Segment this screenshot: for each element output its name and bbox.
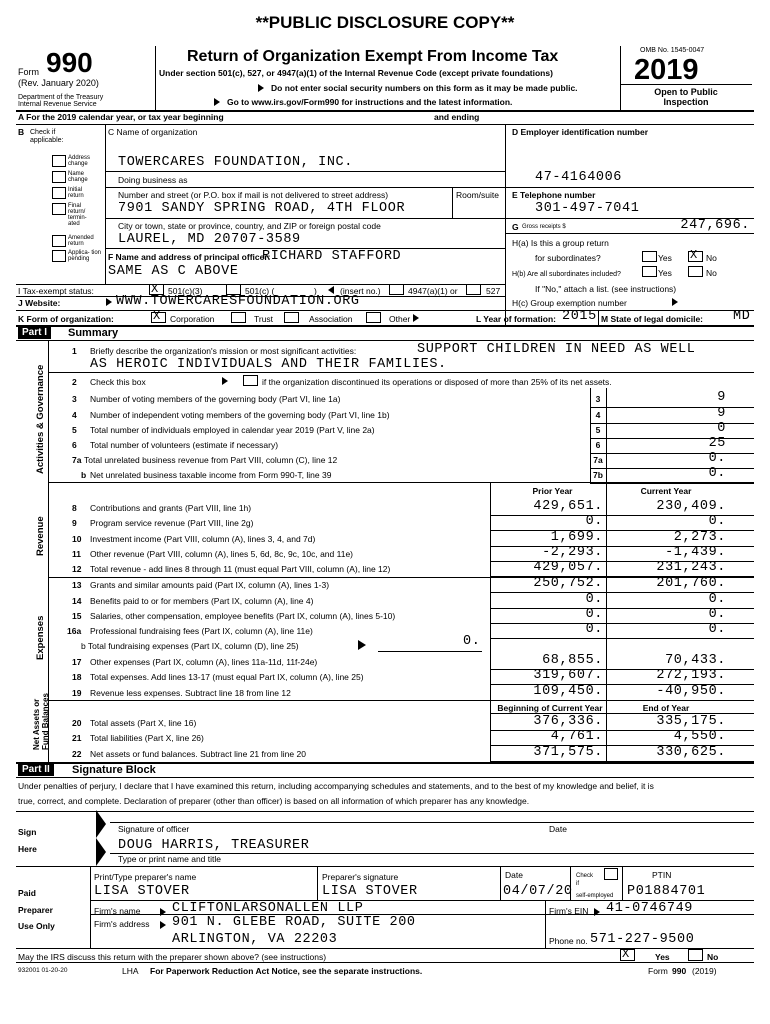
b-item-application-pending: Applica- tion pending: [68, 250, 102, 262]
initial-return-checkbox[interactable]: [52, 187, 66, 199]
g-gross-receipts-label: Gross receipts $: [522, 224, 566, 230]
form-revision: (Rev. January 2020): [18, 78, 99, 88]
part-ii-tag: Part II: [18, 764, 54, 776]
telephone-value: 301-497-7041: [535, 201, 640, 216]
revenue-line-num: 9: [72, 518, 77, 528]
net-assets-line-current: 4,550.: [673, 729, 726, 744]
revenue-line-current: 2,273.: [673, 530, 726, 545]
year-formation-value: 2015: [562, 309, 597, 324]
gov-line-num: 6: [72, 440, 77, 450]
revenue-line-text: Contributions and grants (Part VIII, line 1h): [90, 503, 252, 513]
principal-officer-address: SAME AS C ABOVE: [108, 264, 239, 279]
association-label: Association: [309, 314, 353, 324]
discontinued-checkbox[interactable]: [243, 375, 258, 386]
revenue-line-prior: 1,699.: [550, 530, 603, 545]
ha-no-x: X: [690, 248, 698, 262]
expense-line-current: 0.: [708, 607, 726, 622]
expense-line-num: 13: [72, 580, 82, 590]
open-to-public: Open to Public: [654, 87, 718, 97]
insert-no: (insert no.): [340, 286, 381, 296]
revenue-line-current: 230,409.: [656, 499, 726, 514]
d-ein-label: D Employer identification number: [512, 127, 649, 137]
gov-line-num: b: [81, 470, 87, 480]
side-net-assets-1: Net Assets or: [32, 698, 41, 750]
inspection-label: Inspection: [663, 97, 709, 107]
expense-line-text: Salaries, other compensation, employee benefits (Part IX, column (A), lines 5-10): [90, 611, 396, 621]
expense-line-num: 16a: [67, 626, 82, 636]
line-1-text: Briefly describe the organization's mission or most significant activities:: [90, 346, 357, 356]
expense-line-num: 19: [72, 688, 82, 698]
type-name-label: Type or print name and title: [118, 854, 222, 864]
b-item-amended-return: Amended return: [68, 235, 94, 247]
firm-address-2: ARLINGTON, VA 22203: [172, 932, 338, 947]
form-code: 932001 01-20-20: [18, 967, 68, 974]
revenue-line-prior: 429,057.: [533, 560, 603, 575]
pra-notice: For Paperwork Reduction Act Notice, see the separate instructions.: [150, 966, 423, 976]
hb-yes-checkbox[interactable]: [642, 266, 657, 277]
gov-line-box: 5: [595, 425, 601, 435]
revenue-line-text: Program service revenue (Part VIII, line 2g): [90, 518, 254, 528]
discuss-no-label: No: [707, 952, 719, 962]
phone-label: Phone no.: [549, 936, 588, 946]
line-16b-value: 0.: [463, 634, 481, 649]
net-assets-line-current: 335,175.: [656, 714, 726, 729]
hb-no-label: No: [706, 268, 717, 278]
application-pending-checkbox[interactable]: [52, 250, 66, 262]
revenue-line-num: 8: [72, 503, 77, 513]
discuss-no-checkbox[interactable]: [688, 949, 703, 961]
expense-line-current: 0.: [708, 622, 726, 637]
firm-address-1: 901 N. GLEBE ROAD, SUITE 200: [172, 915, 416, 930]
m-state-label: M State of legal domicile:: [601, 314, 704, 324]
other-checkbox[interactable]: [366, 312, 381, 323]
ptin-value: P01884701: [627, 884, 706, 899]
other-label: Other: [389, 314, 411, 324]
name-change-checkbox[interactable]: [52, 171, 66, 183]
firm-ein: 41-0746749: [606, 901, 694, 916]
expense-line-num: 15: [72, 611, 82, 621]
public-disclosure-banner: **PUBLIC DISCLOSURE COPY**: [255, 13, 515, 32]
col-current-year: Current Year: [640, 486, 692, 496]
expense-line-prior: 0.: [585, 592, 603, 607]
preparer-label: Preparer: [18, 905, 53, 915]
footer-form-year: (2019): [692, 966, 717, 976]
gov-line-box: 4: [595, 410, 601, 420]
gov-line-value: 25: [708, 436, 726, 451]
perjury-line-1: Under penalties of perjury, I declare that I have examined this return, including accompanying schedules and statements, and to the best of my knowledge and belief, it is: [18, 781, 654, 791]
signature-officer-label[interactable]: Signature of officer: [118, 824, 190, 834]
net-assets-line-current: 330,625.: [656, 745, 726, 760]
expense-line-prior: 0.: [585, 622, 603, 637]
b-check-if: Check if: [30, 129, 56, 136]
col-beginning: Beginning of Current Year: [497, 703, 603, 713]
revenue-line-num: 10: [72, 534, 82, 544]
expense-line-num: 18: [72, 672, 82, 682]
expense-line-text: Professional fundraising fees (Part IX, column (A), line 11e): [90, 626, 313, 636]
l-year-label: L Year of formation:: [476, 314, 556, 324]
revenue-line-current: -1,439.: [665, 545, 726, 560]
gov-line-value: 9: [717, 390, 726, 405]
expense-line-current: 272,193.: [656, 668, 726, 683]
omb-number: OMB No. 1545-0047: [640, 47, 705, 54]
mission-line-2: AS HEROIC INDIVIDUALS AND THEIR FAMILIES.: [90, 357, 447, 372]
officer-date-label: Date: [549, 824, 567, 834]
revenue-line-text: Total revenue - add lines 8 through 11 (must equal Part VIII, column (A), line 12): [90, 564, 391, 574]
firm-name-label: Firm's name: [94, 906, 141, 916]
4947-label: 4947(a)(1) or: [408, 286, 458, 296]
tax-year: 2019: [634, 54, 699, 86]
footer-form-word: Form: [648, 966, 668, 976]
website-value[interactable]: WWW.TOWERCARESFOUNDATION.ORG: [116, 294, 360, 309]
col-prior-year: Prior Year: [532, 486, 573, 496]
street-address: 7901 SANDY SPRING ROAD, 4TH FLOOR: [118, 201, 406, 216]
b-item-final-return: Final return/ termin- ated: [68, 203, 87, 227]
net-assets-line-text: Total liabilities (Part X, line 26): [90, 733, 204, 743]
expense-line-text: Total expenses. Add lines 13-17 (must equal Part IX, column (A), line 25): [90, 672, 364, 682]
sign-arrow-icon-2: [96, 838, 106, 866]
expense-line-text: Benefits paid to or for members (Part IX, column (A), line 4): [90, 596, 314, 606]
revenue-line-text: Investment income (Part VIII, column (A), lines 3, 4, and 7d): [90, 534, 316, 544]
line-2-text-1: Check this box: [90, 377, 146, 387]
discuss-yes-label: Yes: [655, 952, 670, 962]
ssn-warning: Do not enter social security numbers on this form as it may be made public.: [271, 83, 578, 93]
gov-line-value: 0.: [708, 466, 726, 481]
line-a-and-ending: and ending: [434, 112, 480, 122]
org-name: TOWERCARES FOUNDATION, INC.: [118, 155, 353, 170]
revenue-line-current: 0.: [708, 514, 726, 529]
use-only-label: Use Only: [18, 921, 55, 931]
501c3-x: X: [151, 282, 159, 296]
b-item-address-change: Address change: [68, 155, 91, 167]
state-domicile-value: MD: [733, 309, 751, 324]
hb-label: H(b) Are all subordinates included?: [512, 271, 621, 278]
k-form-org-label: K Form of organization:: [18, 314, 114, 324]
gov-line-text: Number of voting members of the governing body (Part VI, line 1a): [90, 394, 341, 404]
preparer-sig-label: Preparer's signature: [322, 872, 399, 882]
address-change-checkbox[interactable]: [52, 155, 66, 167]
preparer-phone: 571-227-9500: [590, 932, 695, 947]
paid-label: Paid: [18, 888, 36, 898]
firm-address-label: Firm's address: [94, 919, 150, 929]
if-label: if: [576, 881, 579, 887]
expense-line-prior: 250,752.: [533, 576, 603, 591]
trust-checkbox[interactable]: [231, 312, 246, 323]
line-16b-text: b Total fundraising expenses (Part IX, column (D), line 25): [81, 641, 299, 651]
form-subtitle: Under section 501(c), 527, or 4947(a)(1) of the Internal Revenue Code (except private foundations): [159, 68, 553, 78]
b-applicable: applicable:: [30, 137, 64, 144]
firm-name: CLIFTONLARSONALLEN LLP: [172, 901, 364, 916]
officer-name-title: DOUG HARRIS, TREASURER: [118, 838, 310, 853]
revenue-line-num: 11: [72, 549, 81, 559]
expense-line-current: 70,433.: [665, 653, 726, 668]
b-item-initial-return: Initial return: [68, 187, 84, 199]
501c3-label: 501(c)(3): [168, 286, 203, 296]
final-return-checkbox[interactable]: [52, 203, 66, 215]
ein-value: 47-4164006: [535, 170, 623, 185]
expense-line-current: 0.: [708, 592, 726, 607]
j-website-label: J Website:: [18, 298, 61, 308]
expense-line-num: 17: [72, 657, 82, 667]
irs-name: Internal Revenue Service: [18, 101, 97, 108]
expense-line-current: -40,950.: [656, 684, 726, 699]
expense-line-prior: 0.: [585, 607, 603, 622]
part-i-tag: Part I: [18, 327, 51, 339]
ptin-label: PTIN: [652, 870, 672, 880]
principal-officer-name: RICHARD STAFFORD: [262, 249, 402, 264]
gov-line-num: 5: [72, 425, 77, 435]
part-i-title: Summary: [68, 327, 119, 339]
dept-treasury: Department of the Treasury: [18, 94, 104, 101]
ha-label2: for subordinates?: [535, 253, 601, 263]
e-phone-label: E Telephone number: [512, 190, 596, 200]
city-label: City or town, state or province, country, and ZIP or foreign postal code: [118, 221, 381, 231]
expense-line-current: 201,760.: [656, 576, 726, 591]
revenue-line-current: 231,243.: [656, 560, 726, 575]
expense-line-num: 14: [72, 596, 82, 606]
gov-line-box: 3: [595, 394, 601, 404]
form-number: 990: [46, 47, 93, 78]
print-name-label: Print/Type preparer's name: [94, 872, 197, 882]
line-1-num: 1: [72, 346, 77, 356]
preparer-name: LISA STOVER: [94, 884, 190, 899]
check-label: Check: [576, 873, 594, 879]
ha-label: H(a) Is this a group return: [512, 238, 609, 248]
form-label: Form: [18, 67, 39, 77]
gov-line-text: Total unrelated business revenue from Part VIII, column (C), line 12: [84, 455, 338, 465]
prep-date-label: Date: [505, 870, 523, 880]
gov-line-value: 0: [717, 421, 726, 436]
form-title: Return of Organization Exempt From Income Tax: [187, 48, 559, 65]
room-suite-label: Room/suite: [456, 190, 499, 200]
gov-line-text: Number of independent voting members of the governing body (Part VI, line 1b): [90, 410, 390, 420]
hb-no-checkbox[interactable]: [688, 266, 703, 277]
expense-line-prior: 68,855.: [542, 653, 603, 668]
here-label: Here: [18, 844, 37, 854]
gov-line-num: 7a: [72, 455, 82, 465]
line-a-label: A For the 2019 calendar year, or tax year beginning: [18, 112, 224, 122]
net-assets-line-text: Total assets (Part X, line 16): [90, 718, 197, 728]
net-assets-line-num: 20: [72, 718, 82, 728]
trust-label: Trust: [254, 314, 274, 324]
city-state-zip: LAUREL, MD 20707-3589: [118, 232, 301, 247]
side-net-assets-2: Fund Balances: [41, 693, 50, 750]
corporation-x: X: [153, 309, 161, 323]
gov-line-text: Total number of volunteers (estimate if necessary): [90, 440, 279, 450]
sign-label: Sign: [18, 827, 37, 837]
perjury-line-2: true, correct, and complete. Declaration of preparer (other than officer) is based on all information of which preparer has any knowledge.: [18, 796, 530, 806]
net-assets-line-prior: 376,336.: [533, 714, 603, 729]
expense-line-text: Revenue less expenses. Subtract line 18 from line 12: [90, 688, 291, 698]
principal-officer-label: F Name and address of principal officer:: [108, 252, 271, 262]
line-2-text-2: if the organization discontinued its operations or disposed of more than 25% of its net assets.: [262, 377, 612, 387]
side-expenses: Expenses: [35, 615, 46, 660]
net-assets-line-prior: 371,575.: [533, 745, 603, 760]
expense-line-prior: 109,450.: [533, 684, 603, 699]
hb-yes-label: Yes: [658, 268, 672, 278]
expense-line-prior: 319,607.: [533, 668, 603, 683]
g-label: G: [512, 222, 519, 232]
ha-yes-label: Yes: [658, 253, 672, 263]
col-end-of-year: End of Year: [642, 703, 690, 713]
revenue-line-prior: -2,293.: [542, 545, 603, 560]
amended-return-checkbox[interactable]: [52, 235, 66, 247]
501c-close: ): [314, 286, 317, 296]
discuss-yes-x: X: [622, 947, 630, 961]
b-label: B: [18, 127, 25, 137]
expense-line-text: Other expenses (Part IX, column (A), lines 11a-11d, 11f-24e): [90, 657, 318, 667]
lha-label: LHA: [122, 966, 139, 976]
ha-yes-checkbox[interactable]: [642, 251, 657, 262]
4947-checkbox[interactable]: [389, 284, 404, 295]
527-label: 527: [486, 286, 501, 296]
revenue-line-prior: 0.: [585, 514, 603, 529]
side-activities-governance: Activities & Governance: [35, 364, 46, 474]
footer-form-number: 990: [672, 966, 687, 976]
gov-line-text: Total number of individuals employed in calendar year 2019 (Part V, line 2a): [90, 425, 375, 435]
gov-line-box: 6: [595, 440, 601, 450]
sign-arrow-icon: [96, 810, 106, 838]
association-checkbox[interactable]: [284, 312, 299, 323]
i-label: I Tax-exempt status:: [18, 286, 94, 296]
gov-line-box: 7a: [593, 455, 603, 465]
firm-ein-label: Firm's EIN: [549, 906, 589, 916]
gov-line-value: 9: [717, 406, 726, 421]
527-checkbox[interactable]: [466, 284, 481, 295]
side-revenue: Revenue: [35, 516, 46, 556]
gov-line-value: 0.: [708, 451, 726, 466]
mission-line-1: SUPPORT CHILDREN IN NEED AS WELL: [417, 342, 696, 357]
revenue-line-text: Other revenue (Part VIII, column (A), lines 5, 6d, 8c, 9c, 10c, and 11e): [90, 549, 353, 559]
part-ii-title: Signature Block: [72, 764, 156, 776]
instructions-link[interactable]: Go to www.irs.gov/Form990 for instructions and the latest information.: [227, 97, 513, 107]
b-item-name-change: Name change: [68, 171, 88, 183]
net-assets-line-num: 21: [72, 733, 82, 743]
self-employed-checkbox[interactable]: [604, 868, 618, 880]
ha-no-label: No: [706, 253, 717, 263]
gov-line-box: 7b: [593, 470, 603, 480]
gross-receipts-value: 247,696.: [680, 218, 750, 233]
net-assets-line-prior: 4,761.: [550, 729, 603, 744]
501c-label: 501(c) (: [245, 286, 275, 296]
gov-line-num: 4: [72, 410, 77, 420]
c-name-label: C Name of organization: [108, 127, 198, 137]
expense-line-text: Grants and similar amounts paid (Part IX, column (A), lines 1-3): [90, 580, 330, 590]
self-employed-label: self-employed: [576, 893, 614, 899]
revenue-line-prior: 429,651.: [533, 499, 603, 514]
line-2-num: 2: [72, 377, 77, 387]
dba-label: Doing business as: [118, 175, 188, 185]
street-label: Number and street (or P.O. box if mail is not delivered to street address): [118, 190, 389, 200]
hc-label: H(c) Group exemption number: [512, 298, 627, 308]
discuss-question: May the IRS discuss this return with the preparer shown above? (see instructions): [18, 952, 327, 962]
net-assets-line-num: 22: [72, 749, 82, 759]
gov-line-num: 3: [72, 394, 77, 404]
revenue-line-num: 12: [72, 564, 82, 574]
corporation-label: Corporation: [170, 314, 215, 324]
gov-line-text: Net unrelated business taxable income from Form 990-T, line 39: [90, 470, 332, 480]
preparer-signature: LISA STOVER: [322, 884, 418, 899]
hb-note: If "No," attach a list. (see instructions): [535, 284, 677, 294]
preparer-date: 04/07/20: [503, 884, 573, 899]
net-assets-line-text: Net assets or fund balances. Subtract line 21 from line 20: [90, 749, 306, 759]
